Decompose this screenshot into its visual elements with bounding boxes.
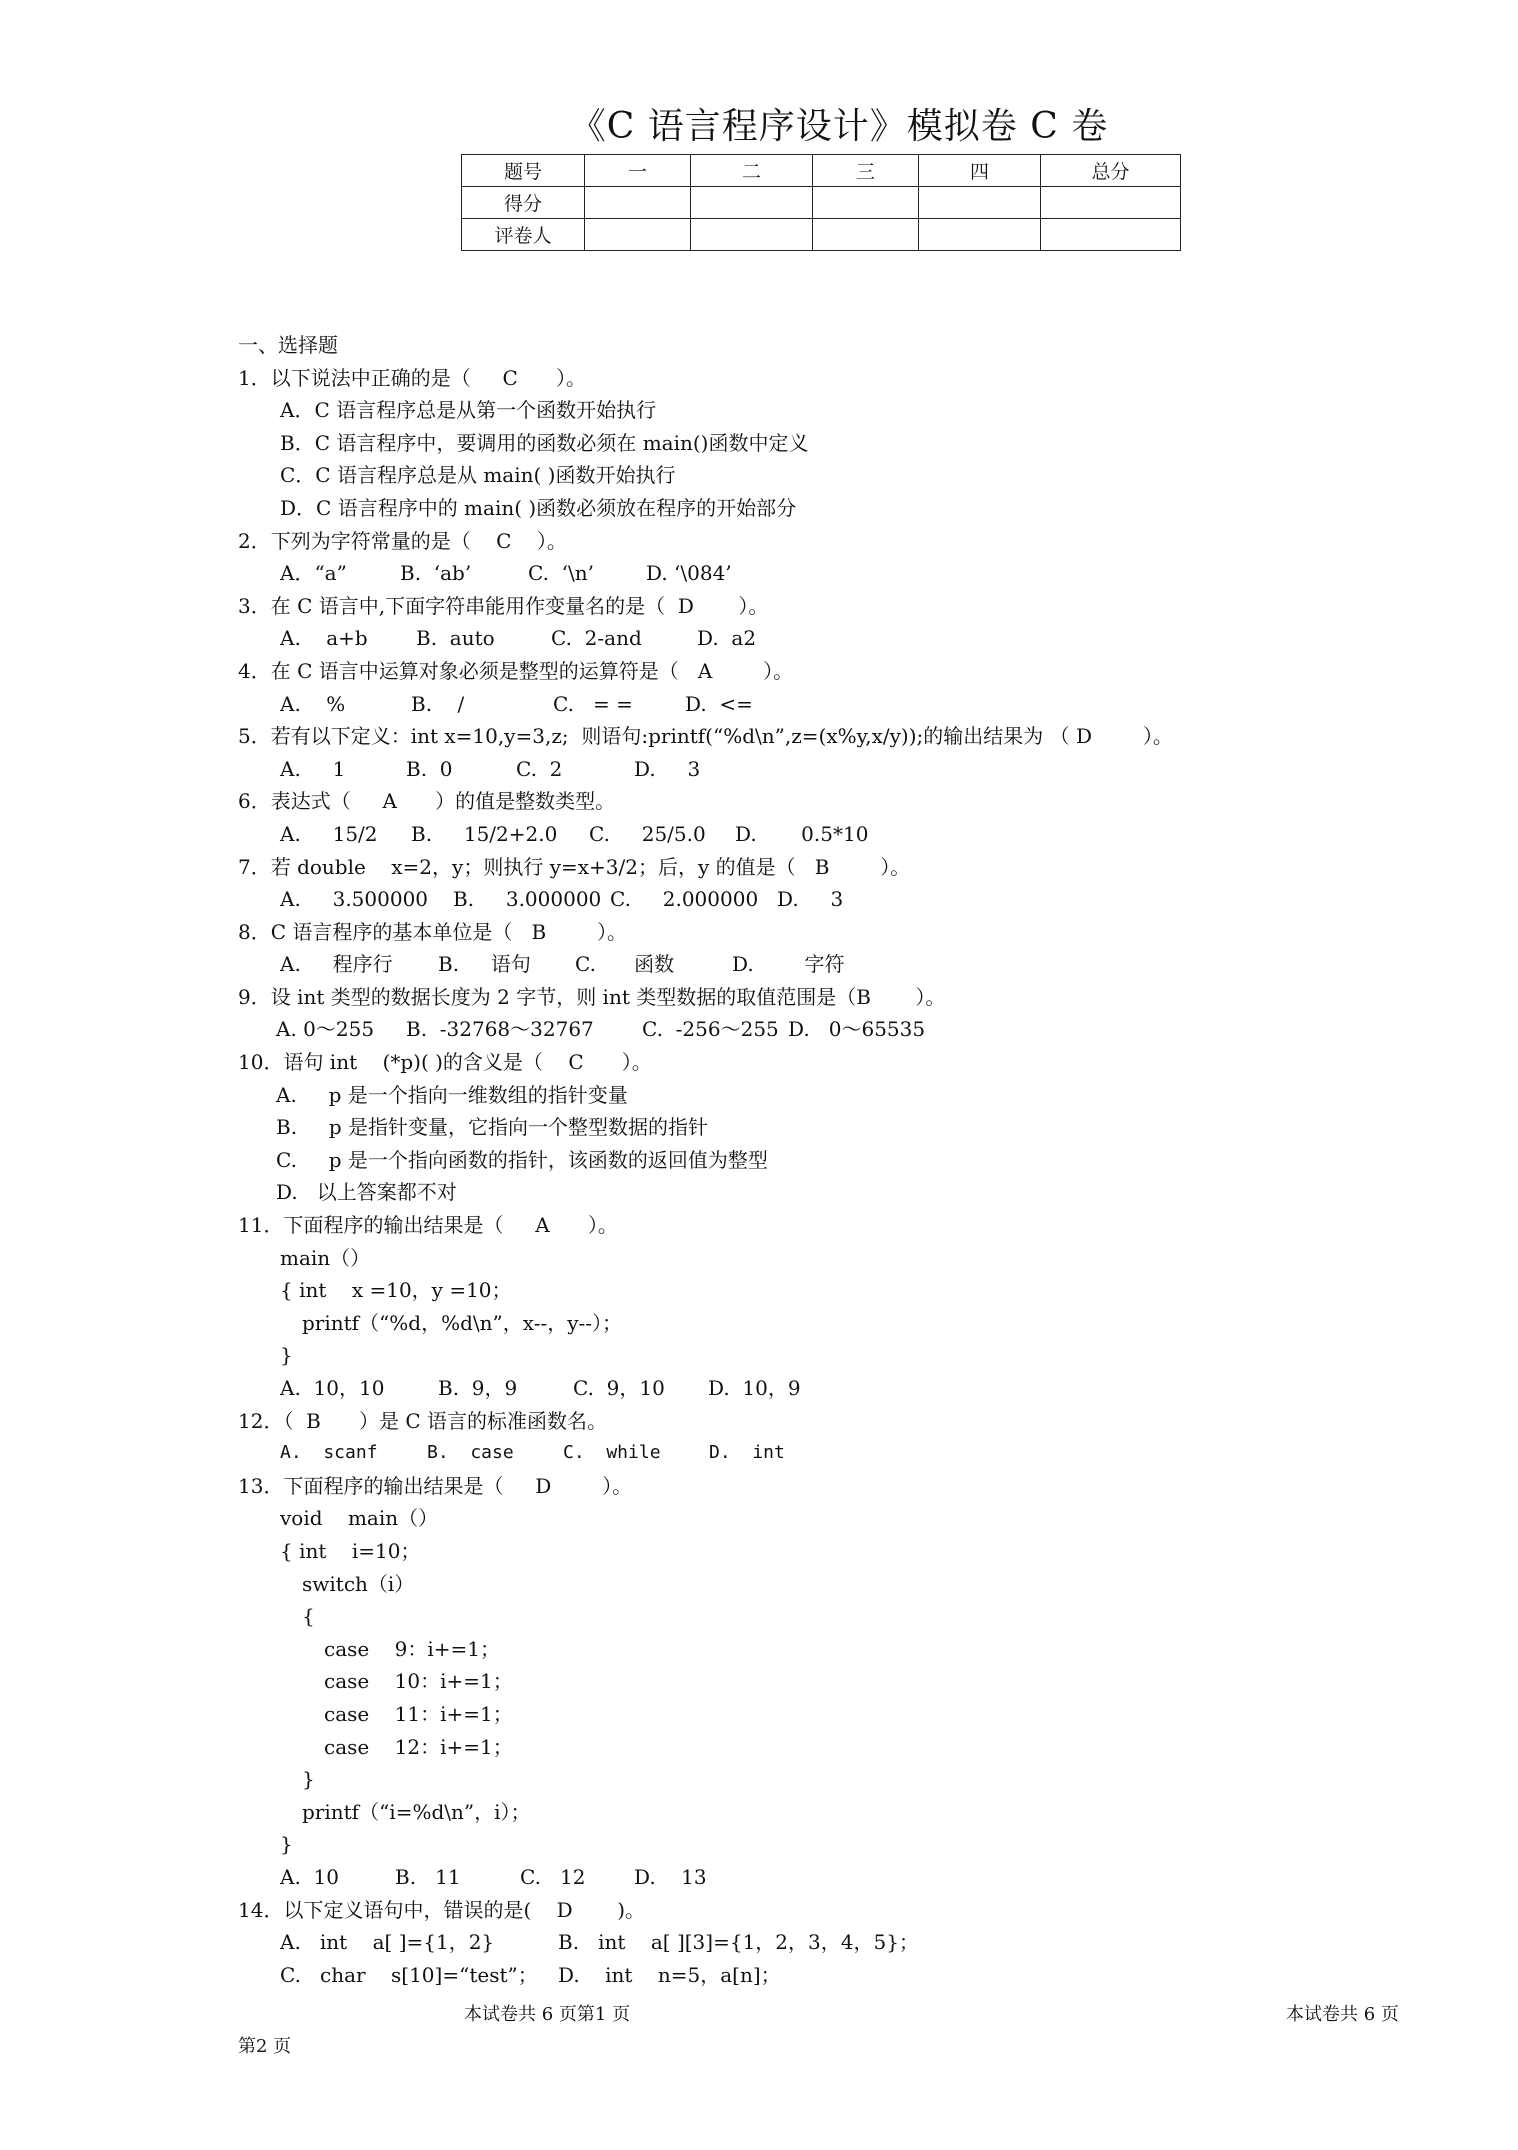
code-line: case 9：i+=1； (324, 1636, 501, 1661)
option-c: C. 9，10 (573, 1376, 665, 1400)
options-row (238, 753, 1388, 786)
score-table-cell (585, 219, 691, 251)
question-11: 11．下面程序的输出结果是（ A ）。 (238, 1213, 618, 1238)
option-c: C. ‘\n’ (528, 561, 594, 586)
option-b: B. 11 (395, 1864, 461, 1889)
question-7: 7．若 double x=2，y；则执行 y=x+3/2；后，y 的值是（ B ）。 (238, 854, 911, 879)
question-2: 2．下列为字符常量的是（ C ）。 (238, 528, 567, 553)
footer-page-count: 本试卷共 6 页第1 页 (464, 2004, 631, 2025)
score-table-cell: 评卷人 (462, 219, 585, 251)
option-a: A. a+b (280, 626, 368, 651)
options-row (238, 1013, 1388, 1046)
option-d: D. <= (685, 691, 753, 716)
options-row (238, 1926, 1388, 1959)
question-13: 13．下面程序的输出结果是（ D ）。 (238, 1473, 633, 1498)
code-line: printf（“i=%d\n”，i）； (302, 1799, 531, 1824)
option-a: A. int a[ ]={1，2} (280, 1930, 495, 1955)
score-table (461, 154, 1181, 251)
code-line: } (280, 1832, 293, 1857)
option-c: C. p 是一个指向函数的指针，该函数的返回值为整型 (276, 1147, 768, 1172)
code-line: case 12：i+=1； (324, 1734, 513, 1759)
option-b: B. 15/2+2.0 (411, 821, 558, 846)
score-table-cell (1041, 219, 1181, 251)
option-d: D. int n=5，a[n]； (558, 1962, 781, 1987)
option-a: A. 1 (280, 756, 346, 781)
option-c: C. 25/5.0 (589, 821, 706, 846)
option-b: B. case (427, 1442, 514, 1464)
options-row (238, 1959, 1388, 1992)
score-table-cell: 总分 (1041, 155, 1181, 187)
question-10: 10．语句 int (*p)( )的含义是（ C ）。 (238, 1050, 652, 1075)
score-table-cell (585, 187, 691, 219)
options-row (238, 622, 1388, 655)
option-c: C. 函数 (575, 952, 675, 977)
question-list (238, 329, 1388, 1991)
options-row (238, 948, 1388, 981)
option-a: A. scanf (280, 1442, 378, 1464)
score-table-row (462, 219, 1181, 251)
score-table-cell: 题号 (462, 155, 585, 187)
option-b: B. int a[ ][3]={1，2，3，4，5}； (558, 1930, 919, 1955)
option-b: B. 0 (406, 756, 453, 781)
score-table-cell: 得分 (462, 187, 585, 219)
option-c: C. 2.000000 (610, 887, 759, 912)
option-a: A. 程序行 (280, 952, 393, 977)
option-a: A. p 是一个指向一维数组的指针变量 (276, 1082, 628, 1107)
score-table-cell (813, 187, 919, 219)
option-b: B. 3.000000 (453, 887, 602, 912)
question-8: 8．C 语言程序的基本单位是（ B ）。 (238, 919, 628, 944)
option-d: D. 以上答案都不对 (276, 1180, 457, 1205)
option-b: B. -32768～32767 (406, 1017, 594, 1042)
option-a: A. % (280, 691, 346, 716)
code-line: } (302, 1767, 315, 1792)
options-row (238, 1372, 1388, 1405)
option-d: D. 3 (634, 756, 701, 781)
score-table-cell: 二 (691, 155, 813, 187)
question-4: 4．在 C 语言中运算对象必须是整型的运算符是（ A ）。 (238, 658, 794, 683)
option-c: C. while (563, 1442, 661, 1464)
code-line: case 10：i+=1； (324, 1669, 513, 1694)
code-line: main（） (280, 1245, 371, 1270)
option-a: A．C 语言程序总是从第一个函数开始执行 (280, 398, 657, 423)
options-row (238, 688, 1388, 721)
option-b: B. ‘ab’ (400, 561, 472, 586)
code-line: case 11：i+=1； (324, 1701, 513, 1726)
option-a: A. 3.500000 (280, 887, 429, 912)
options-row (238, 818, 1388, 851)
option-a: A. 10 (280, 1864, 339, 1889)
options-row (238, 883, 1388, 916)
code-line: } (280, 1343, 293, 1368)
score-table-cell (691, 187, 813, 219)
option-c: C. = = (553, 691, 633, 716)
code-line: void main（） (280, 1506, 439, 1531)
score-table-cell (1041, 187, 1181, 219)
option-d: D. 0～65535 (788, 1017, 926, 1042)
page-title: 《C 语言程序设计》模拟卷 C 卷 (569, 106, 1109, 147)
option-a: A. 15/2 (280, 821, 378, 846)
score-table-cell (691, 219, 813, 251)
score-table-cell: 三 (813, 155, 919, 187)
score-table-cell (813, 219, 919, 251)
option-c: C. -256～255 (642, 1017, 779, 1042)
option-c: C．C 语言程序总是从 main( )函数开始执行 (280, 463, 676, 488)
option-a: A. 0～255 (276, 1017, 375, 1042)
question-6: 6．表达式（ A ）的值是整数类型。 (238, 789, 616, 814)
option-b: B. 9，9 (438, 1376, 518, 1400)
option-b: B. / (411, 691, 465, 716)
code-line: switch（i） (302, 1571, 415, 1596)
footer-page-number: 第2 页 (238, 2036, 292, 2057)
option-d: D. int (709, 1442, 785, 1464)
option-b: B. 语句 (438, 952, 531, 977)
options-row (238, 1861, 1388, 1894)
option-d: D. 3 (777, 887, 844, 912)
score-table-header-row (462, 155, 1181, 187)
option-d: D. 10，9 (708, 1376, 801, 1400)
option-d: D. 0.5*10 (735, 821, 869, 846)
option-c: C. 12 (520, 1864, 586, 1889)
question-5: 5．若有以下定义：int x=10,y=3,z; 则语句:printf(“%d\n”,z=(x%y,x/y));的输出结果为 （ D ）。 (238, 724, 1173, 749)
question-9: 9．设 int 类型的数据长度为 2 字节，则 int 类型数据的取值范围是（B ）。 (238, 984, 946, 1009)
option-c: C. 2-and (551, 626, 642, 651)
score-table-cell (919, 187, 1041, 219)
options-row (238, 1437, 1388, 1470)
code-line: { (302, 1604, 315, 1629)
option-d: D．C 语言程序中的 main( )函数必须放在程序的开始部分 (280, 495, 797, 520)
code-line: { int x =10，y =10； (280, 1278, 512, 1303)
score-table-cell: 四 (919, 155, 1041, 187)
option-c: C. 2 (516, 756, 563, 781)
option-b: B. p 是指针变量，它指向一个整型数据的指针 (276, 1115, 709, 1140)
option-d: D. 13 (634, 1864, 707, 1889)
option-a: A．“a” (280, 561, 347, 586)
question-12: 12．（ B ）是 C 语言的标准函数名。 (238, 1408, 608, 1433)
option-c: C. char s[10]=“test”； (280, 1962, 538, 1987)
score-table-row (462, 187, 1181, 219)
option-d: D. ‘\084’ (646, 561, 732, 586)
option-b: B．C 语言程序中，要调用的函数必须在 main()函数中定义 (280, 430, 809, 455)
option-a: A. 10，10 (280, 1376, 385, 1400)
question-3: 3．在 C 语言中,下面字符串能用作变量名的是（ D ）。 (238, 593, 769, 618)
option-d: D. a2 (697, 626, 757, 651)
question-1: 1．以下说法中正确的是（ C ）。 (238, 365, 586, 390)
code-line: { int i=10； (280, 1538, 421, 1563)
footer-total-pages: 本试卷共 6 页 (1286, 2004, 1399, 2025)
score-table-cell (919, 219, 1041, 251)
option-b: B. auto (416, 626, 495, 651)
code-line: printf（“%d，%d\n”，x--，y--）； (302, 1310, 623, 1335)
score-table-cell: 一 (585, 155, 691, 187)
option-d: D. 字符 (732, 952, 845, 977)
question-14: 14．以下定义语句中，错误的是( D )。 (238, 1897, 646, 1922)
section-heading: 一、选择题 (238, 333, 338, 357)
options-row (238, 557, 1388, 590)
